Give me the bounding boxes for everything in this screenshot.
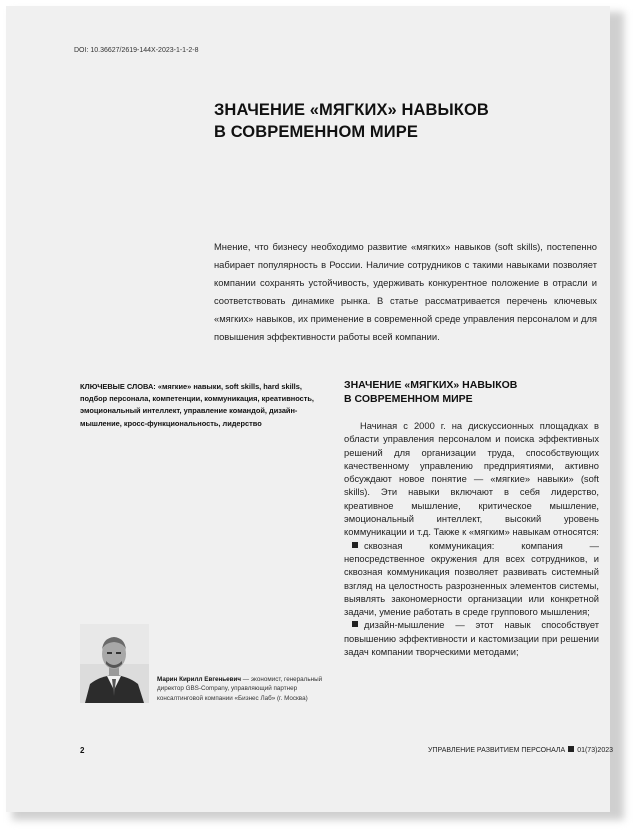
bullet-square-icon xyxy=(352,542,358,548)
author-portrait-icon xyxy=(80,624,149,703)
body-text xyxy=(344,420,599,659)
article-title-line2: В СОВРЕМЕННОМ МИРЕ xyxy=(214,123,418,141)
doi-line: DOI: 10.36627/2619-144X-2023-1-1-2-8 xyxy=(74,47,199,54)
body-paragraph: Начиная с 2000 г. на дискуссионных площадках в области управления персоналом и поиска эффективных решений для организации труда, способствующих качественному управлению предприятиями, активно обсуждают новое понятие — «мягкие» навыки» (soft skills). Эти навыки включают в себя лидерство, креативное мышление, критическое мышление, эмоциональный интеллект, высокий уровень коммуникации и т.д. Также к «мягким» навыкам относятся: xyxy=(344,421,599,538)
article-title xyxy=(214,99,489,143)
bullet-text: дизайн-мышление — этот навык способствует повышению эффективности и кастомизации при решении задач компании творческими методами; xyxy=(344,620,599,658)
keywords xyxy=(80,381,326,430)
footer-square-icon xyxy=(568,746,574,752)
bullet-square-icon xyxy=(352,621,358,627)
author-caption xyxy=(157,675,327,703)
article-title-line1: ЗНАЧЕНИЕ «МЯГКИХ» НАВЫКОВ xyxy=(214,101,489,119)
section-heading-line2: В СОВРЕМЕННОМ МИРЕ xyxy=(344,392,473,405)
page-number: 2 xyxy=(80,746,85,755)
abstract: Мнение, что бизнесу необходимо развитие «мягких» навыков (soft skills), постепенно набирает популярность в России. Наличие сотрудников с такими навыками позволяет компании сохранять устойчивость, удерживать конкурентное положение в отрасли и соответствовать динамике рынка. В статье рассматривается перечень ключевых «мягких» навыков, их применение в современной среде управления персоналом и для повышения эффективности работы всей компании. xyxy=(214,241,597,342)
keywords-label: КЛЮЧЕВЫЕ СЛОВА: xyxy=(80,382,156,391)
keywords-text: «мягкие» навыки, soft skills, hard skills, подбор персонала, компетенции, коммуникация, креативность, эмоциональный интеллект, управление командой, дизайн-мышление, кросс-функциональность, лидерство xyxy=(80,382,314,428)
bullet-item xyxy=(344,619,599,659)
journal-name: УПРАВЛЕНИЕ РАЗВИТИЕМ ПЕРСОНАЛА xyxy=(428,747,566,754)
bullet-item xyxy=(344,540,599,620)
bullet-text: сквозная коммуникация: компания — непосредственное окружения для всех сотрудников, и сквозная коммуникация позволяет развивать системный взгляд на целостность разрозненных элементов системы, выявлять закономерности организации или конкретной задачи, умение работать в среде группового мышления; xyxy=(344,540,599,618)
author-photo xyxy=(80,624,149,703)
author-description: — экономист, генеральный директор GBS-Company, управляющий партнер консалтинговой компании «Бизнес Лаб» (г. Москва) xyxy=(157,676,323,702)
section-heading-line1: ЗНАЧЕНИЕ «МЯГКИХ» НАВЫКОВ xyxy=(344,379,518,391)
issue-number: 01(73)2023 xyxy=(577,747,613,754)
running-footer xyxy=(428,746,613,754)
author-name: Марин Кирилл Евгеньевич xyxy=(157,676,242,683)
section-heading xyxy=(344,379,517,406)
